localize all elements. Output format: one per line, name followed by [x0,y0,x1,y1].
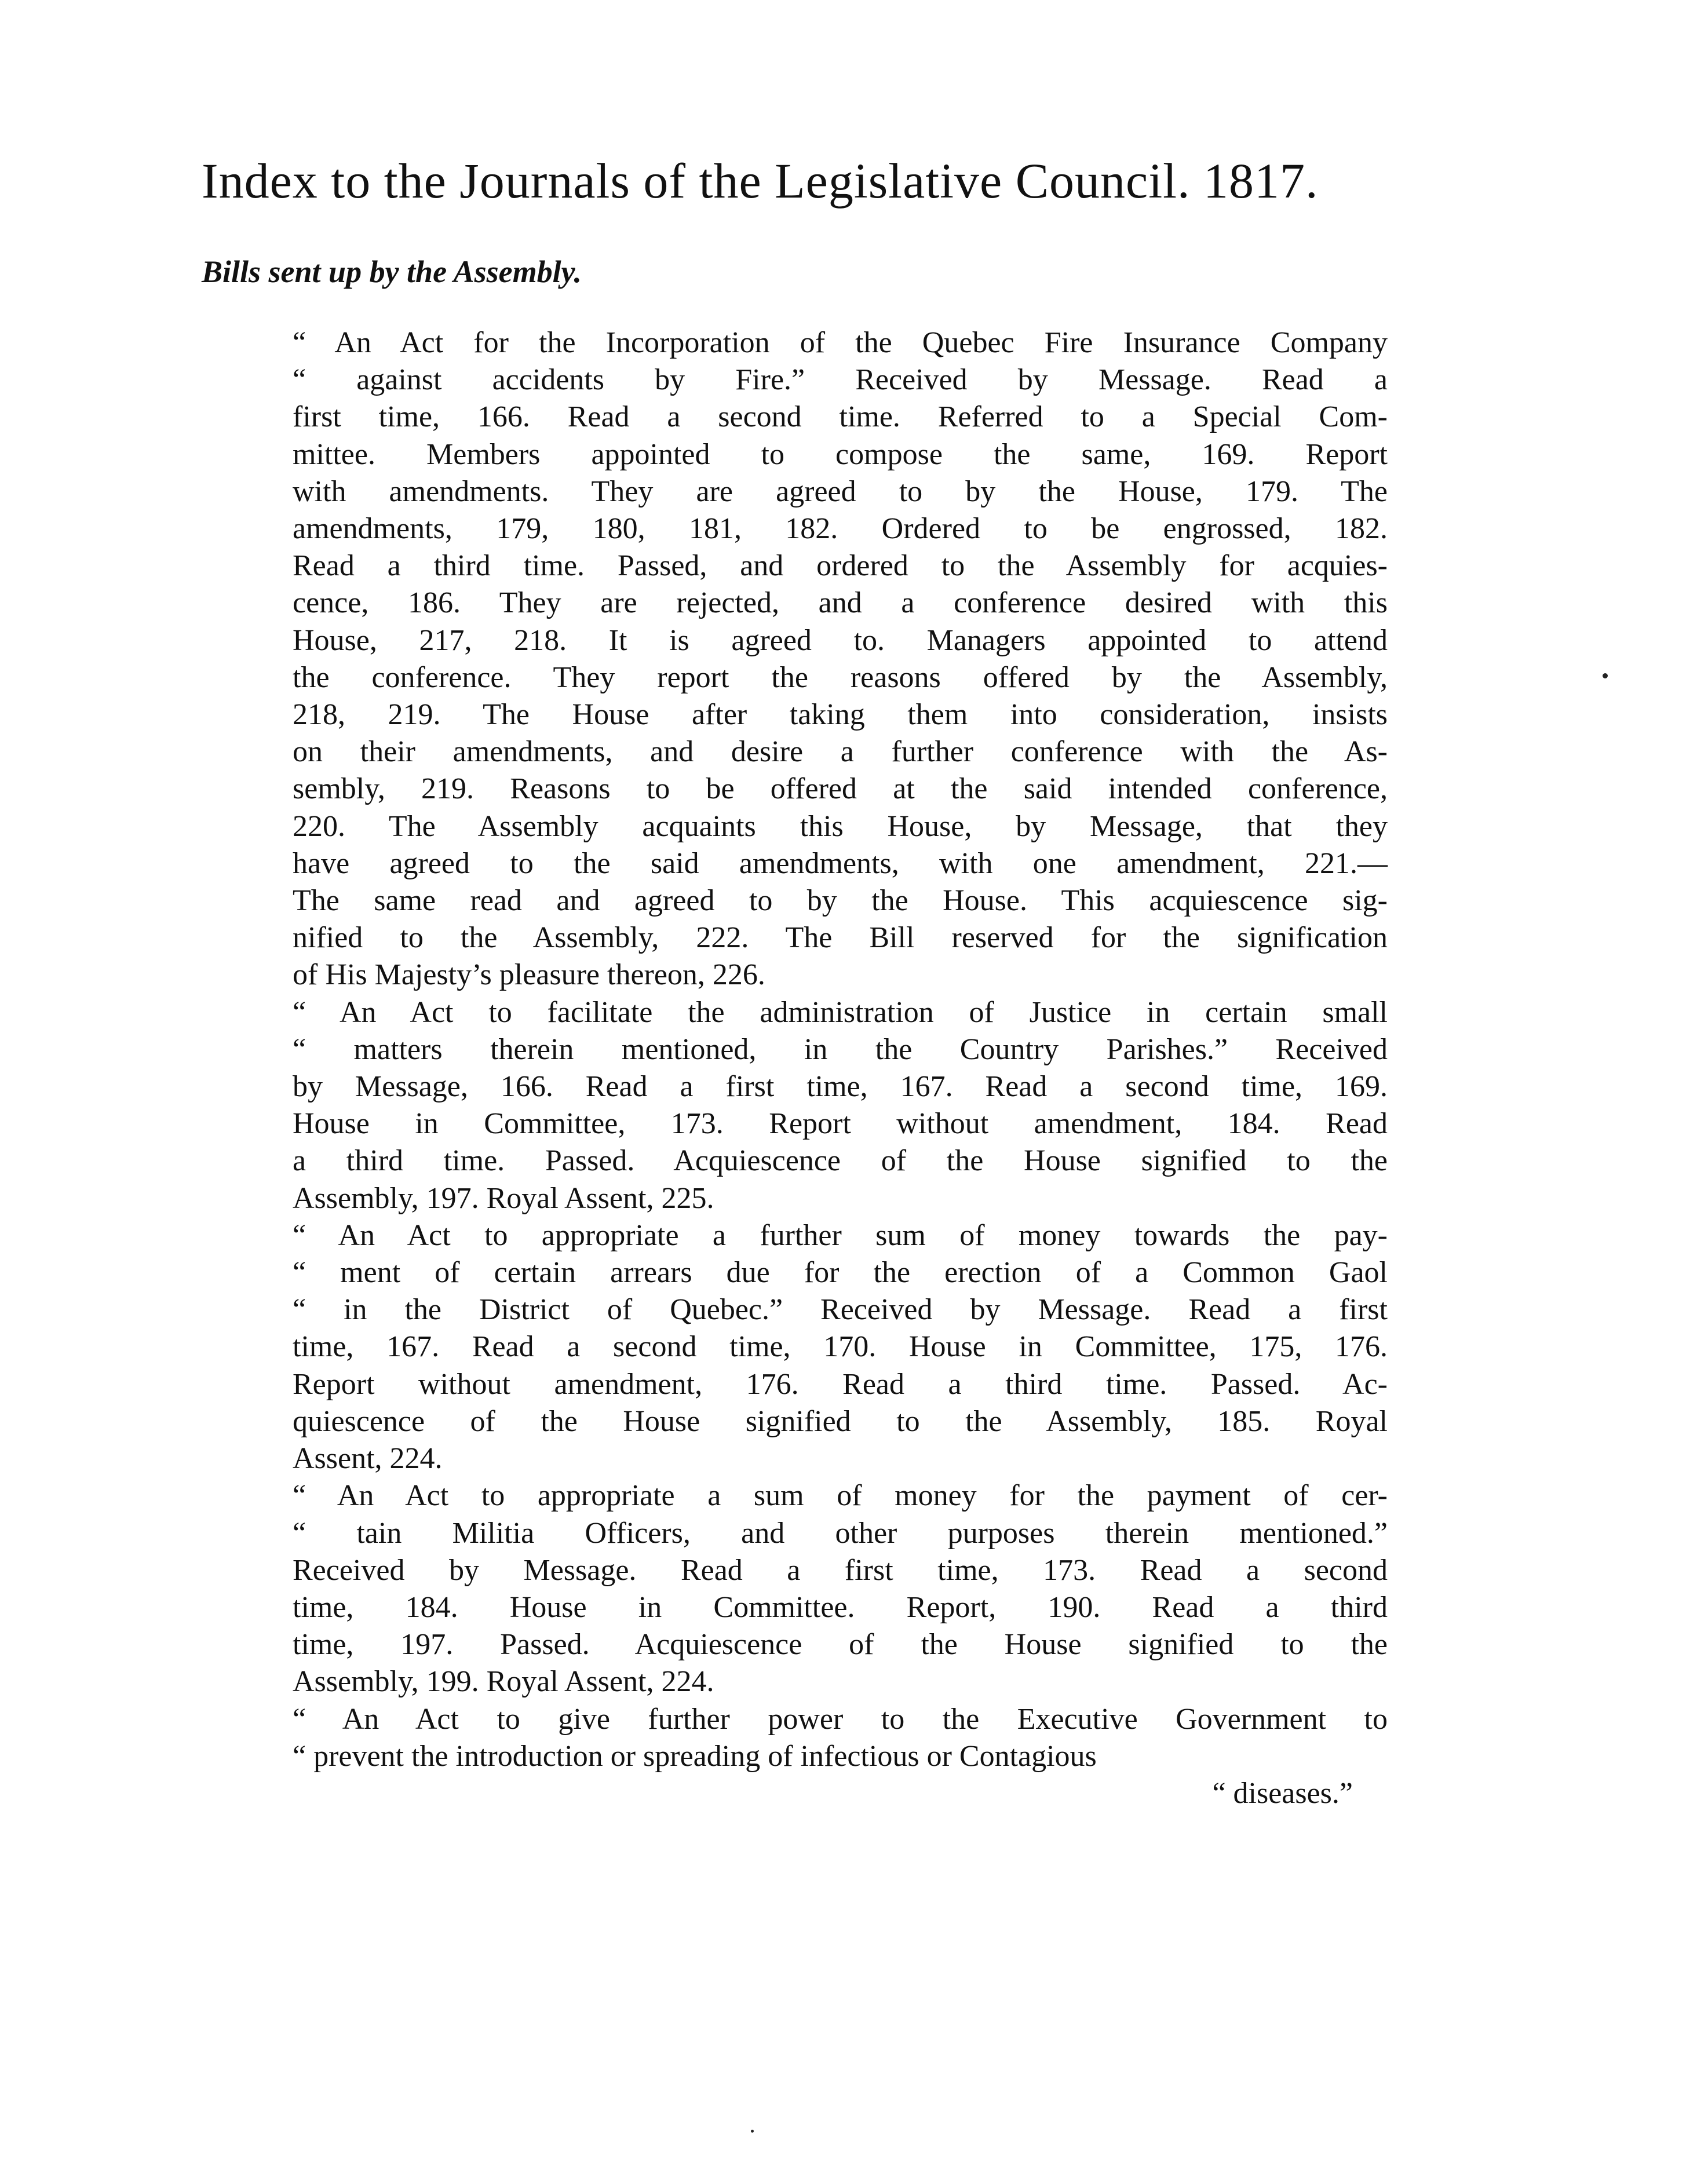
entry-line: of His Majesty’s pleasure thereon, 226. [293,958,765,992]
entry-line: Received by Message. Read a first time, 173. Read a second [293,1553,1388,1587]
entry-line: Assembly, 197. Royal Assent, 225. [293,1181,714,1215]
bill-entry-justice-small-matters [293,994,1388,1217]
entry-line: time, 184. House in Committee. Report, 190. Read a third [293,1590,1388,1624]
entry-line: “ An Act for the Incorporation of the Quebec Fire Insurance Company [293,326,1388,359]
entry-line: “ An Act to appropriate a further sum of money towards the pay- [293,1218,1388,1252]
entry-line: 218, 219. The House after taking them into consideration, insists [293,698,1388,732]
entry-line: “ An Act to give further power to the Executive Government to [293,1702,1388,1736]
entry-line: Report without amendment, 176. Read a third time. Passed. Ac- [293,1367,1388,1401]
entry-line: “ tain Militia Officers, and other purposes therein mentioned.” [293,1516,1388,1550]
entry-line: “ against accidents by Fire.” Received by Message. Read a [293,363,1388,397]
entry-line: the conference. They report the reasons offered by the Assembly, [293,660,1388,694]
entry-line: first time, 166. Read a second time. Referred to a Special Com- [293,400,1388,434]
entry-line: “ prevent the introduction or spreading of infectious or Contagious [293,1739,1097,1773]
section-heading: Bills sent up by the Assembly. [202,254,582,289]
entry-line: “ in the District of Quebec.” Received by Message. Read a first [293,1293,1388,1327]
ink-speck [1603,673,1608,678]
entry-line: Assent, 224. [293,1442,443,1476]
entry-line: amendments, 179, 180, 181, 182. Ordered to be engrossed, 182. [293,512,1388,546]
entry-line: a third time. Passed. Acquiescence of the House signified to the [293,1144,1388,1178]
entry-line: time, 167. Read a second time, 170. House in Committee, 175, 176. [293,1330,1388,1364]
entry-line: House, 217, 218. It is agreed to. Managers appointed to attend [293,623,1388,657]
entry-line: on their amendments, and desire a further conference with the As- [293,735,1388,769]
bill-entry-common-gaol [293,1217,1388,1477]
entry-line: 220. The Assembly acquaints this House, by Message, that they [293,809,1388,843]
entry-line: by Message, 166. Read a first time, 167. Read a second time, 169. [293,1070,1388,1104]
page-title: Index to the Journals of the Legislative Council. 1817. [202,153,1319,209]
entry-line: mittee. Members appointed to compose the same, 169. Report [293,437,1388,471]
entry-line: nified to the Assembly, 222. The Bill reserved for the signification [293,921,1388,955]
entry-line: “ An Act to appropriate a sum of money for the payment of cer- [293,1479,1388,1513]
entry-line: have agreed to the said amendments, with one amendment, 221.— [293,846,1388,880]
entry-line: “ An Act to facilitate the administration of Justice in certain small [293,995,1388,1029]
entry-tail-line: “ diseases.” [1212,1776,1353,1810]
entry-line: Assembly, 199. Royal Assent, 224. [293,1665,714,1699]
entry-line: sembly, 219. Reasons to be offered at the said intended conference, [293,772,1388,806]
entry-line: cence, 186. They are rejected, and a conference desired with this [293,586,1388,620]
bill-entry-contagious-diseases [293,1701,1388,1813]
bill-entry-fire-insurance [293,324,1388,994]
entry-line: time, 197. Passed. Acquiescence of the House signified to the [293,1628,1388,1662]
ink-speck [751,2130,754,2133]
entry-line: “ matters therein mentioned, in the Country Parishes.” Received [293,1032,1388,1066]
entry-line: The same read and agreed to by the House. This acquiescence sig- [293,884,1388,918]
entry-line: quiescence of the House signified to the Assembly, 185. Royal [293,1404,1388,1438]
entry-line: House in Committee, 173. Report without amendment, 184. Read [293,1107,1388,1141]
bill-entries [293,324,1388,1812]
bill-entry-militia-officers [293,1477,1388,1700]
entry-line: Read a third time. Passed, and ordered to the Assembly for acquies- [293,549,1388,583]
entry-line: with amendments. They are agreed to by the House, 179. The [293,474,1388,508]
entry-line: “ ment of certain arrears due for the erection of a Common Gaol [293,1256,1388,1290]
